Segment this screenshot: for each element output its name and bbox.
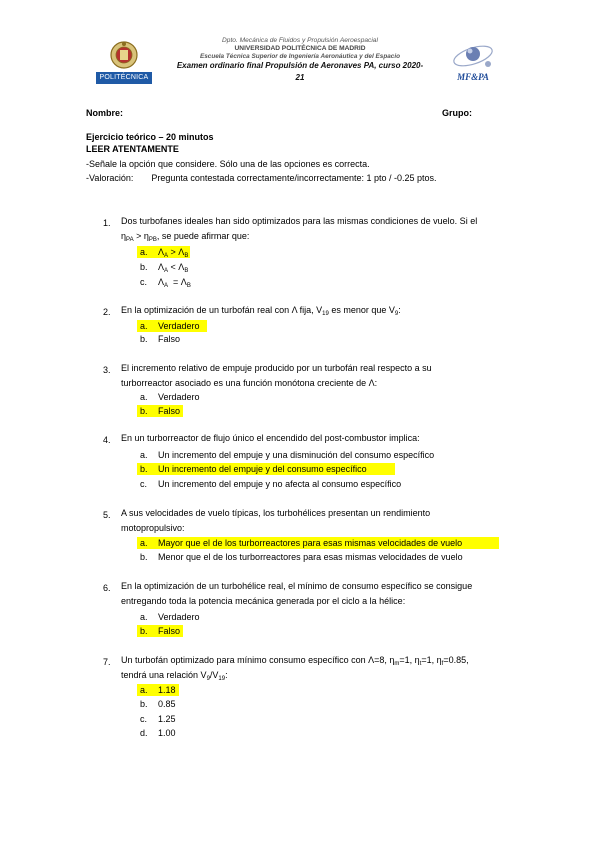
option-letter: d. <box>140 728 148 738</box>
question-5-line-1: A sus velocidades de vuelo típicas, los turbohélices presentan un rendimiento <box>121 508 431 518</box>
option-text: 1.00 <box>158 728 176 738</box>
option-letter: a. <box>140 685 148 695</box>
valoracion <box>86 172 437 184</box>
question-number: 7. <box>103 657 111 667</box>
question-7-line-2: tendrá una relación $V_9/V_{19}$: <box>121 670 228 682</box>
option-letter: b. <box>140 552 148 562</box>
exercise-title: Ejercicio teórico – 20 minutos <box>86 132 214 142</box>
option-text: Falso <box>158 626 181 636</box>
option-text: Un incremento del empuje y una disminución del consumo específico <box>158 450 435 460</box>
upm-crest-icon <box>109 40 139 70</box>
option-text: $\Lambda_A = \Lambda_B$ <box>158 277 191 289</box>
option-letter: b. <box>140 406 148 416</box>
option-text: 1.18 <box>158 685 176 695</box>
option-letter: a. <box>140 392 148 402</box>
option-letter: b. <box>140 464 148 474</box>
question-2-line-1: En la optimización de un turbofán real con Λ fija, $V_{19}$ es menor que $V_9$: <box>121 305 401 317</box>
option-text: Falso <box>158 406 181 416</box>
option-letter: c. <box>140 479 148 489</box>
option-text: Mayor que el de los turborreactores para esas mismas velocidades de vuelo <box>158 538 463 548</box>
grupo-label: Grupo: <box>442 108 472 118</box>
question-4-line-1: En un turborreactor de flujo único el encendido del post-combustor implica: <box>121 433 420 443</box>
option-letter: a. <box>140 247 148 257</box>
option-text: $\Lambda_A > \Lambda_B$ <box>158 247 189 259</box>
option-letter: b. <box>140 262 148 272</box>
question-number: 6. <box>103 583 111 593</box>
option-text: 1.25 <box>158 714 176 724</box>
option-text: Falso <box>158 334 181 344</box>
option-letter: a. <box>140 450 148 460</box>
question-number: 4. <box>103 435 111 445</box>
option-text: Verdadero <box>158 321 200 331</box>
option-text: 0.85 <box>158 699 176 709</box>
question-7-line-1: Un turbofán optimizado para mínimo consumo específico con Λ=8, $\eta_m=1$, $\eta_t=1$, $\eta_f=0.85$, <box>121 655 469 667</box>
valoracion-text: Pregunta contestada correctamente/incorrectamente: 1 pto / -0.25 ptos. <box>151 173 437 183</box>
question-5-line-2: motopropulsivo: <box>121 523 185 533</box>
valoracion-label: -Valoración: <box>86 173 134 183</box>
instruction: -Señale la opción que considere. Sólo una de las opciones es correcta. <box>86 159 370 169</box>
question-3-line-1: El incremento relativo de empuje producido por un turbofán real respecto a su <box>121 363 432 373</box>
question-1-line-2: $\eta_{PA} > \eta_{PB}$, se puede afirmar que: <box>121 231 250 243</box>
option-letter: c. <box>140 714 148 724</box>
question-number: 5. <box>103 510 111 520</box>
option-text: Un incremento del empuje y del consumo específico <box>158 464 367 474</box>
dept-line: Dpto. Mecánica de Fluidos y Propulsión Aeroespacial <box>222 37 378 44</box>
option-letter: b. <box>140 699 148 709</box>
mfpa-label: MF&PA <box>457 72 489 82</box>
question-6-line-2: entregando toda la potencia mecánica generada por el ciclo a la hélice: <box>121 596 406 606</box>
orbit-icon <box>448 38 498 72</box>
option-letter: b. <box>140 334 148 344</box>
option-letter: a. <box>140 538 148 548</box>
upm-logo <box>92 40 156 86</box>
university-line: UNIVERSIDAD POLITÉCNICA DE MADRID <box>234 45 366 52</box>
exam-title: Examen ordinario final Propulsión de Aeronaves PA, curso 2020- <box>176 61 424 70</box>
question-3-line-2: turborreactor asociado es una función monótona creciente de Λ: <box>121 378 378 388</box>
option-letter: c. <box>140 277 148 287</box>
option-letter: a. <box>140 321 148 331</box>
option-text: Verdadero <box>158 612 200 622</box>
question-6-line-1: En la optimización de un turbohélice real, el mínimo de consumo específico se consigue <box>121 581 473 591</box>
question-number: 2. <box>103 307 111 317</box>
question-line <box>121 214 515 230</box>
option-text: Menor que el de los turborreactores para esas mismas velocidades de vuelo <box>158 552 463 562</box>
question-number: 3. <box>103 365 111 375</box>
option-text: Verdadero <box>158 392 200 402</box>
option-letter: b. <box>140 626 148 636</box>
upm-badge: POLITÉCNICA <box>96 72 152 84</box>
question-1-line-1: Dos turbofanes ideales han sido optimizados para las mismas condiciones de vuelo. Si el <box>121 216 478 226</box>
nombre-label: Nombre: <box>86 108 124 118</box>
option-letter: a. <box>140 612 148 622</box>
exam-title-year: 21 <box>295 73 305 82</box>
school-line: Escuela Técnica Superior de Ingeniería Aeronáutica y del Espacio <box>199 53 401 60</box>
option-text: Un incremento del empuje y no afecta al consumo específico <box>158 479 402 489</box>
option-text: $\Lambda_A < \Lambda_B$ <box>158 262 189 274</box>
read-carefully: LEER ATENTAMENTE <box>86 144 179 154</box>
mfpa-logo <box>448 38 498 86</box>
question-number: 1. <box>103 218 111 228</box>
